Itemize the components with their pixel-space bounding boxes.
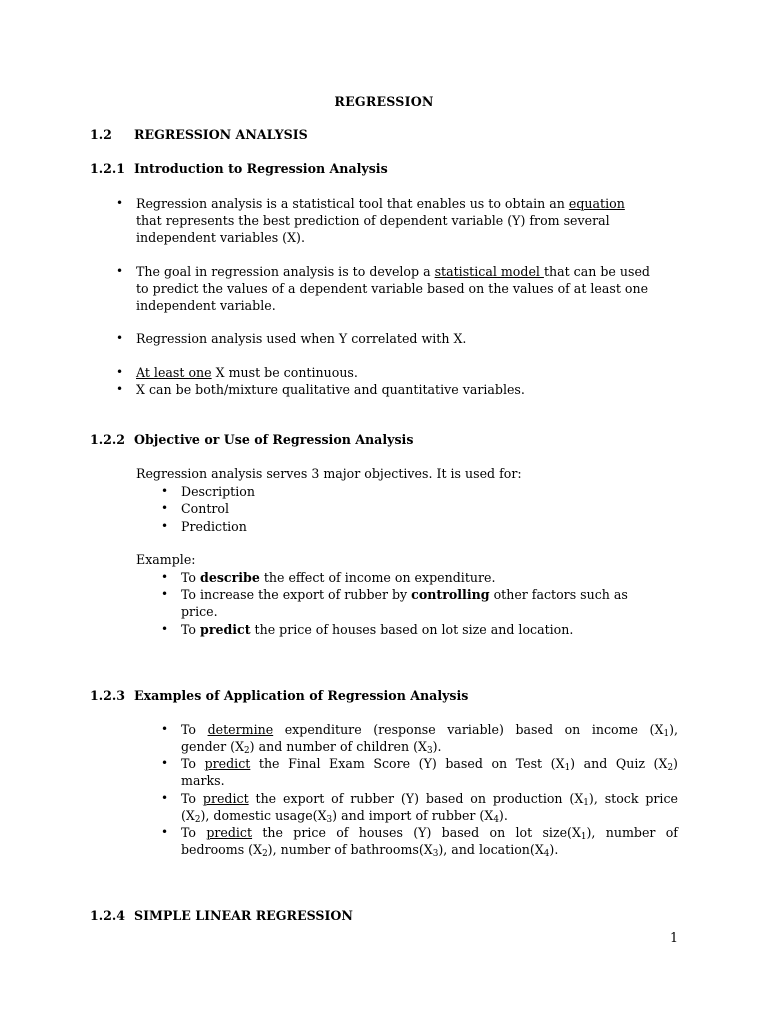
section-title: Objective or Use of Regression Analysis [134,432,414,447]
example-1: To describe the effect of income on expenditure. [181,570,496,585]
bullet-icon: • [161,791,169,805]
section-number: 1.2.1 [90,161,126,176]
section-title: Examples of Application of Regression Analysis [134,688,469,703]
intro-bullet-3: Regression analysis used when Y correlated with X. [136,331,467,346]
application-1-line-2: gender $(X_2)$ and number of children $(X_3)$. [181,739,442,757]
bullet-icon: • [161,722,169,736]
section-heading-1-2-3 [90,688,468,703]
intro-bullet-2-line-1: The goal in regression analysis is to develop a statistical model that can be used [136,264,650,279]
section-title: REGRESSION ANALYSIS [134,127,308,142]
section-heading-1-2-2 [90,432,413,447]
bullet-icon: • [116,365,124,379]
section-number: 1.2 [90,127,112,142]
underlined-term: predict [204,756,251,771]
application-1-line-1: To determine expenditure (response variable) based on income $(X_1)$, [181,722,678,740]
section-heading-1-2-1 [90,161,388,176]
intro-bullet-4: At least one X must be continuous. [136,365,358,380]
objective-control: Control [181,501,230,516]
application-4-line-2: bedrooms $(X_2)$, number of $bathrooms(X_3)$, and $location(X_4)$. [181,842,559,860]
intro-bullet-2-line-2: to predict the values of a dependent variable based on the values of at least one [136,281,649,296]
section-heading-1-2 [90,127,308,142]
example-label: Example: [136,552,196,567]
section-title: Introduction to Regression Analysis [134,161,388,176]
section-title: SIMPLE LINEAR REGRESSION [134,908,353,923]
underlined-term: determine [207,722,274,737]
application-4-line-1: To predict the price of houses (Y) based on lot $size(X_1)$, number of [181,825,678,843]
example-3: To predict the price of houses based on lot size and location. [181,622,574,637]
example-2-line-1: To increase the export of rubber by controlling other factors such as [181,587,628,602]
application-3-line-1: To predict the export of rubber (Y) based on production $(X_1)$, stock price [181,791,678,809]
underlined-term: predict [202,791,249,806]
underlined-term: statistical model [434,264,544,279]
underlined-term: equation [568,196,625,211]
objectives-intro: Regression analysis serves 3 major objectives. It is used for: [136,466,522,481]
application-2-line-2: marks. [181,773,225,788]
intro-bullet-1-line-2: that represents the best prediction of dependent variable (Y) from several [136,213,610,228]
bullet-icon: • [116,264,124,278]
underlined-term: At least one [136,365,212,380]
example-2-line-2: price. [181,604,218,619]
underlined-term: predict [206,825,253,840]
section-number: 1.2.3 [90,688,126,703]
application-3-line-2: $(X_2)$, domestic $usage(X_3)$ and import of rubber $(X_4)$. [181,808,508,826]
section-number: 1.2.4 [90,908,126,923]
section-heading-1-2-4 [90,908,353,923]
bullet-icon: • [161,519,169,533]
bullet-icon: • [161,501,169,515]
bullet-icon: • [116,382,124,396]
intro-bullet-2-line-3: independent variable. [136,298,276,313]
page-number: 1 [669,930,678,945]
bullet-icon: • [161,825,169,839]
objective-description: Description [181,484,255,499]
bullet-icon: • [161,756,169,770]
intro-bullet-5: X can be both/mixture qualitative and quantitative variables. [136,382,525,397]
bullet-icon: • [161,587,169,601]
bullet-icon: • [161,484,169,498]
objective-prediction: Prediction [181,519,247,534]
document-title: REGRESSION [334,94,434,109]
bullet-icon: • [161,570,169,584]
intro-bullet-1-line-1: Regression analysis is a statistical tool that enables us to obtain an equation [136,196,625,211]
bullet-icon: • [161,622,169,636]
application-2-line-1: To predict the Final Exam Score (Y) based on Test $(X_1)$ and Quiz $(X_2)$ [181,756,678,774]
intro-bullet-1-line-3: independent variables (X). [136,230,305,245]
bullet-icon: • [116,331,124,345]
bullet-icon: • [116,196,124,210]
section-number: 1.2.2 [90,432,126,447]
